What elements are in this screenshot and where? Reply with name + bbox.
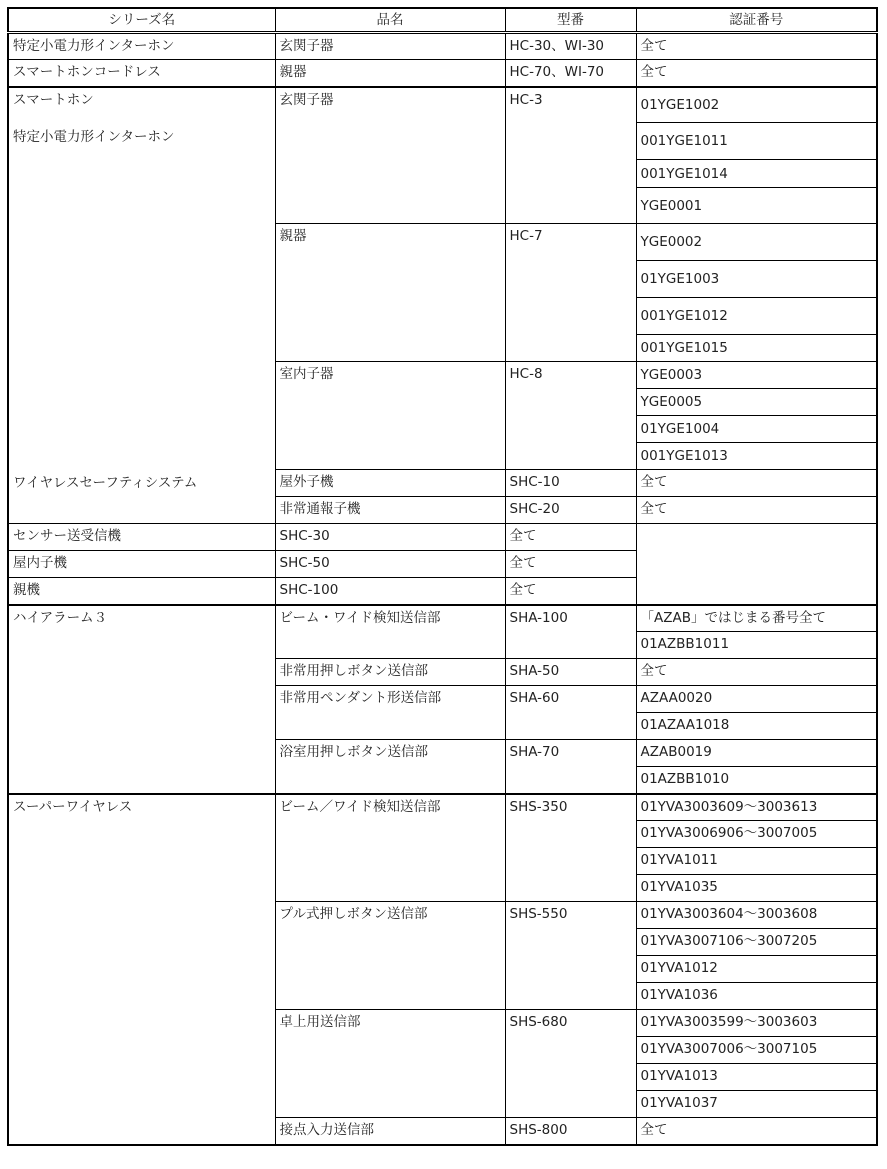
cert-number-cell: 01YVA1035 xyxy=(636,875,877,902)
cert-number-cell: 01YVA3007006～3007105 xyxy=(636,1037,877,1064)
certification-table xyxy=(7,7,878,1146)
series-name-line: スマートホン xyxy=(13,91,94,108)
product-name-cell: 屋外子機 xyxy=(275,470,505,497)
model-number-cell: SHA-70 xyxy=(505,740,636,794)
header-cert-number: 認証番号 xyxy=(636,8,877,33)
model-number-cell: SHS-550 xyxy=(505,902,636,1010)
series-name-cell xyxy=(8,87,275,524)
series-name-cell: ハイアラーム３ xyxy=(8,605,275,794)
product-name-cell: 室内子器 xyxy=(275,362,505,470)
cert-number-cell: AZAA0020 xyxy=(636,686,877,713)
series-name-line: 特定小電力形インターホン xyxy=(13,128,175,145)
cert-number-cell: 001YGE1013 xyxy=(636,443,877,470)
product-name-cell: ビーム・ワイド検知送信部 xyxy=(275,605,505,659)
model-number-cell: SHC-30 xyxy=(275,524,505,551)
product-name-cell: 非常用ペンダント形送信部 xyxy=(275,686,505,740)
product-name-cell: 玄関子器 xyxy=(275,33,505,60)
model-number-cell: SHS-350 xyxy=(505,794,636,902)
cert-number-cell: 01YVA3007106～3007205 xyxy=(636,929,877,956)
cert-number-cell: 全て xyxy=(636,1118,877,1145)
model-number-cell: SHC-50 xyxy=(275,551,505,578)
cert-number-cell: 全て xyxy=(636,659,877,686)
product-name-cell: 非常通報子機 xyxy=(275,497,505,524)
series-name-line: ワイヤレスセーフティシステム xyxy=(13,474,198,491)
cert-number-cell: 01AZBB1011 xyxy=(636,632,877,659)
cert-number-cell: 001YGE1011 xyxy=(636,123,877,160)
model-number-cell: SHS-680 xyxy=(505,1010,636,1118)
header-model-number: 型番 xyxy=(505,8,636,33)
product-name-cell: 非常用押しボタン送信部 xyxy=(275,659,505,686)
cert-number-cell: 01YVA1036 xyxy=(636,983,877,1010)
cert-number-cell: 01YVA3003599～3003603 xyxy=(636,1010,877,1037)
header-product-name: 品名 xyxy=(275,8,505,33)
header-series-name: シリーズ名 xyxy=(8,8,275,33)
cert-number-cell: 001YGE1012 xyxy=(636,298,877,335)
cert-number-cell: 全て xyxy=(636,497,877,524)
model-number-cell: SHA-60 xyxy=(505,686,636,740)
table-row xyxy=(8,794,877,821)
cert-number-cell: 01YVA1012 xyxy=(636,956,877,983)
model-number-cell: HC-30、WI-30 xyxy=(505,33,636,60)
cert-number-cell: 01AZAA1018 xyxy=(636,713,877,740)
model-number-cell: HC-8 xyxy=(505,362,636,470)
product-name-cell: 浴室用押しボタン送信部 xyxy=(275,740,505,794)
model-number-cell: HC-70、WI-70 xyxy=(505,60,636,87)
cert-number-cell: YGE0002 xyxy=(636,224,877,261)
table-row xyxy=(8,524,877,551)
cert-number-cell: 01YVA1037 xyxy=(636,1091,877,1118)
series-name-cell: 特定小電力形インターホン xyxy=(8,33,275,60)
cert-number-cell: 「AZAB」ではじまる番号全て xyxy=(636,605,877,632)
product-name-cell: ビーム／ワイド検知送信部 xyxy=(275,794,505,902)
table-row xyxy=(8,33,877,60)
cert-number-cell: 全て xyxy=(636,470,877,497)
cert-number-cell: 01YGE1004 xyxy=(636,416,877,443)
header-row xyxy=(8,8,877,33)
cert-number-cell: AZAB0019 xyxy=(636,740,877,767)
certification-table-wrapper xyxy=(7,7,878,1146)
product-name-cell: 親機 xyxy=(8,578,275,605)
cert-number-cell: 全て xyxy=(505,524,636,551)
product-name-cell: センサー送受信機 xyxy=(8,524,275,551)
product-name-cell: 屋内子機 xyxy=(8,551,275,578)
model-number-cell: SHS-800 xyxy=(505,1118,636,1145)
table-row xyxy=(8,60,877,87)
cert-number-cell: 01YGE1003 xyxy=(636,261,877,298)
model-number-cell: SHC-10 xyxy=(505,470,636,497)
product-name-cell: 親器 xyxy=(275,224,505,362)
cert-number-cell: 001YGE1014 xyxy=(636,160,877,188)
table-row xyxy=(8,87,877,123)
table-row xyxy=(8,551,877,578)
model-number-cell: HC-7 xyxy=(505,224,636,362)
cert-number-cell: YGE0001 xyxy=(636,188,877,224)
cert-number-cell: 全て xyxy=(505,551,636,578)
product-name-cell: プル式押しボタン送信部 xyxy=(275,902,505,1010)
product-name-cell: 玄関子器 xyxy=(275,87,505,224)
cert-number-cell: 01YVA3003604～3003608 xyxy=(636,902,877,929)
product-name-cell: 親器 xyxy=(275,60,505,87)
cert-number-cell: 01YGE1002 xyxy=(636,87,877,123)
product-name-cell: 卓上用送信部 xyxy=(275,1010,505,1118)
table-row xyxy=(8,578,877,605)
cert-number-cell: 01YVA1013 xyxy=(636,1064,877,1091)
cert-number-cell: 全て xyxy=(636,60,877,87)
model-number-cell: HC-3 xyxy=(505,87,636,224)
cert-number-cell: 全て xyxy=(636,33,877,60)
cert-number-cell: 001YGE1015 xyxy=(636,335,877,362)
series-name-cell: スマートホンコードレス xyxy=(8,60,275,87)
table-row xyxy=(8,605,877,632)
cert-number-cell: YGE0005 xyxy=(636,389,877,416)
cert-number-cell: 01AZBB1010 xyxy=(636,767,877,794)
series-name-cell: スーパーワイヤレス xyxy=(8,794,275,1145)
product-name-cell: 接点入力送信部 xyxy=(275,1118,505,1145)
model-number-cell: SHA-100 xyxy=(505,605,636,659)
cert-number-cell: 01YVA1011 xyxy=(636,848,877,875)
cert-number-cell: YGE0003 xyxy=(636,362,877,389)
cert-number-cell: 01YVA3003609～3003613 xyxy=(636,794,877,821)
cert-number-cell: 01YVA3006906～3007005 xyxy=(636,821,877,848)
model-number-cell: SHA-50 xyxy=(505,659,636,686)
model-number-cell: SHC-20 xyxy=(505,497,636,524)
cert-number-cell: 全て xyxy=(505,578,636,605)
model-number-cell: SHC-100 xyxy=(275,578,505,605)
